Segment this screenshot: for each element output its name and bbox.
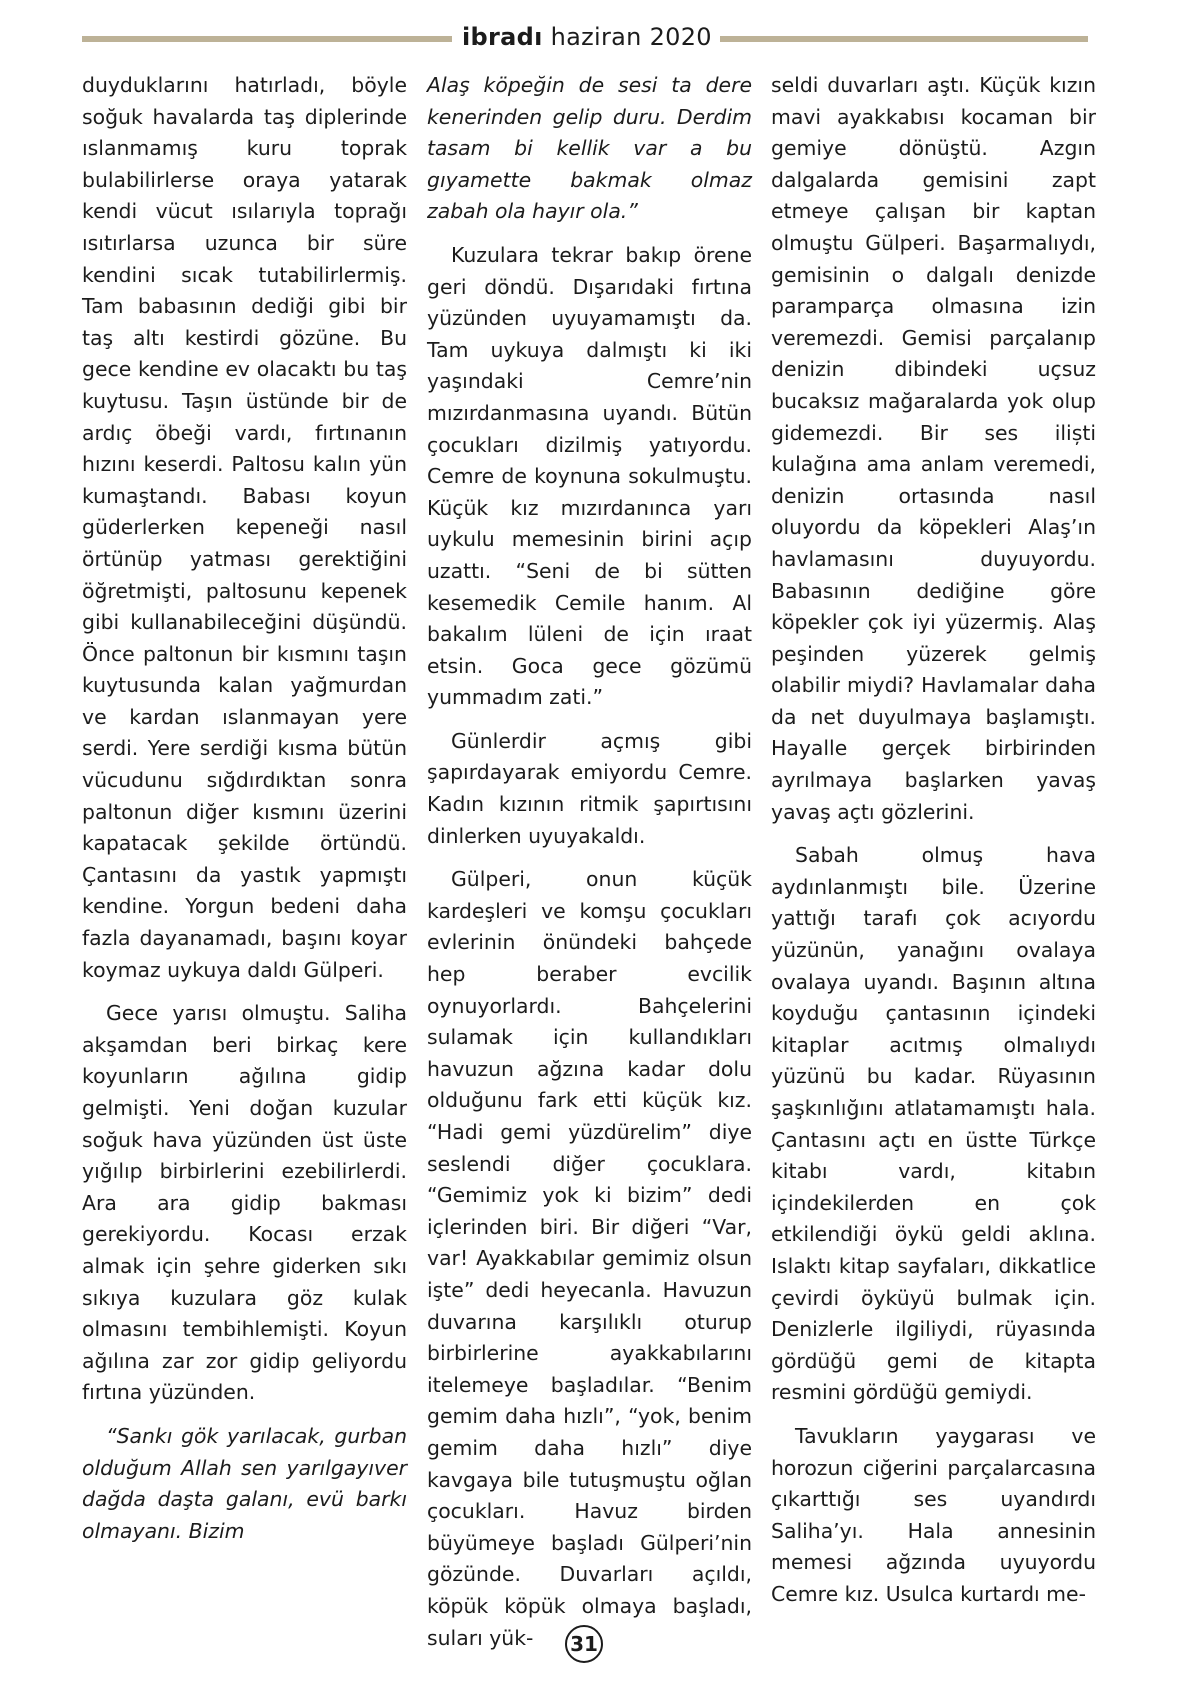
running-header	[0, 20, 1200, 50]
dialect-quote: “Sankı gök yarılacak, gurban olduğum Allah sen yarılgayıver dağda daşta galanı, evü barkı olmayanı. Bizim	[82, 1423, 407, 1543]
text-column-3	[771, 70, 1096, 1623]
text-column-2	[427, 70, 752, 1666]
header-rule-right	[720, 36, 1088, 42]
text-column-1	[82, 70, 407, 1559]
paragraph: Kuzulara tekrar bakıp örene geri döndü. Dışarıdaki fırtına yüzünden uyuyamamıştı da. Tam uykuya dalmıştı ki iki yaşındaki Cemre’nin mızırdanmasına uyandı. Bütün çocukları dizilmiş yatıyordu. Cemre de koynuna sokulmuştu. Küçük kız mızırdanınca yarı uykulu memesinin birini açıp uzattı. “Seni de bi sütten kesemedik Cemile hanım. Al bakalım lüleni de için ıraat etsin. Goca gece gözümü yummadım zati.”	[427, 242, 752, 710]
magazine-name: ibradı	[462, 23, 543, 51]
paragraph: Sabah olmuş hava aydınlanmıştı bile. Üzerine yattığı tarafı çok acıyordu yüzünün, yanağını ovalaya ovalaya uyandı. Başının altına koyduğu çantasının içindeki kitaplar acıtmış olmalıydı yüzünü bu kadar. Rüyasının şaşkınlığını atlatamamıştı hala. Çantasını açtı en üstte Türkçe kitabı vardı, kitabın içindekilerden en çok etkilendiği öykü geldi aklına. Islaktı kitap sayfaları, dikkatlice çevirdi öyküyü bulmak için. Denizlerle ilgiliydi, rüyasında gördüğü gemi de kitapta resmini gördüğü gemiydi.	[771, 843, 1096, 1405]
page-number: 31	[565, 1625, 603, 1663]
header-rule-left	[82, 36, 452, 42]
paragraph: duyduklarını hatırladı, böyle soğuk havalarda taş diplerinde ıslanmamış kuru toprak bulabilirlerse oraya yatarak kendi vücut ısılarıyla toprağı ısıtırlarsa uzunca bir süre kendini sıcak tutabilirlermiş. Tam babasının dediği gibi bir taş altı kestirdi gözüne. Bu gece kendine ev olacaktı bu taş kuytusu. Taşın üstünde bir de ardıç öbeği vardı, fırtınanın hızını keserdi. Paltosu kalın yün kumaştandı. Babası koyun güderlerken kepeneği nasıl örtünüp yatması gerektiğini öğretmişti, paltosunu kepenek gibi kullanabileceğini düşündü. Önce paltonun bir kısmını taşın kuytusunda kalan yağmurdan ve kardan ıslanmayan yere serdi. Yere serdiği kısma bütün vücudunu sığdırdıktan sonra paltonun diğer kısmını üzerini kapatacak şekilde örtündü. Çantasını da yastık yapmıştı kendine. Yorgun bedeni daha fazla dayanamadı, başını koyar koymaz uykuya daldı Gülperi.	[82, 73, 407, 982]
paragraph: Gülperi, onun küçük kardeşleri ve komşu çocukları evlerinin önündeki bahçede hep beraber evcilik oynuyorlardı. Bahçelerini sulamak için kullandıkları havuzun ağzına kadar dolu olduğunu fark etti küçük kız. “Hadi gemi yüzdürelim” diye seslendi diğer çocuklara. “Gemimiz yok ki bizim” dedi içlerinden biri. Bir diğeri “Var, var! Ayakkabılar gemimiz olsun işte” dedi heyecanla. Havuzun duvarına karşılıklı oturup birbirlerine ayakkabılarını itelemeye başladılar. “Benim gemim daha hızlı”, “yok, benim gemim daha hızlı” diye kavgaya bile tutuşmuştu oğlan çocukları. Havuz birden büyümeye başladı Gülperi’nin gözünde. Duvarları açıldı, köpük köpük olmaya başladı, suları yük-	[427, 867, 752, 1650]
dialect-quote: Alaş köpeğin de sesi ta dere kenerinden gelip duru. Derdim tasam bi kellik var a bu gıyamette bakmak olmaz zabah ola hayır ola.”	[427, 73, 752, 224]
paragraph: seldi duvarları aştı. Küçük kızın mavi ayakkabısı kocaman bir gemiye dönüştü. Azgın dalgalarda gemisini zapt etmeye çalışan bir kaptan olmuştu Gülperi. Başarmalıydı, gemisinin o dalgalı denizde paramparça olmasına izin veremezdi. Gemisi parçalanıp denizin dibindeki uçsuz bucaksız mağaralarda yok olup gidemezdi. Bir ses iliști kulağına ama anlam veremedi, denizin ortasında nasıl oluyordu da köpekleri Alaş’ın havlamasını duyuyordu. Babasının dediğine göre köpekler çok iyi yüzermiş. Alaş peşinden yüzerek gelmiş olabilir miydi? Havlamalar daha da net duyulmaya başlamıştı. Hayalle gerçek birbirinden ayrılmaya başlarken yavaş yavaş açtı gözlerini.	[771, 73, 1096, 824]
issue-date: haziran 2020	[550, 23, 712, 51]
paragraph: Gece yarısı olmuştu. Saliha akşamdan beri birkaç kere koyunların ağılına gidip gelmişti. Yeni doğan kuzular soğuk hava yüzünden üst üste yığılıp birbirlerini ezebilirlerdi. Ara ara gidip bakması gerekiyordu. Kocası erzak almak için şehre giderken sıkı sıkıya kuzulara göz kulak olmasını tembihlemişti. Koyun ağılına zar zor gidip geliyordu fırtına yüzünden.	[82, 1001, 407, 1405]
paragraph: Tavukların yaygarası ve horozun ciğerini parçalarcasına çıkarttığı ses uyandırdı Saliha’yı. Hala annesinin memesi ağzında uyuyordu Cemre kız. Usulca kurtardı me-	[771, 1423, 1096, 1606]
header-title	[462, 20, 712, 54]
paragraph: Günlerdir açmış gibi şapırdayarak emiyordu Cemre. Kadın kızının ritmik şapırtısını dinlerken uyuyakaldı.	[427, 728, 752, 848]
